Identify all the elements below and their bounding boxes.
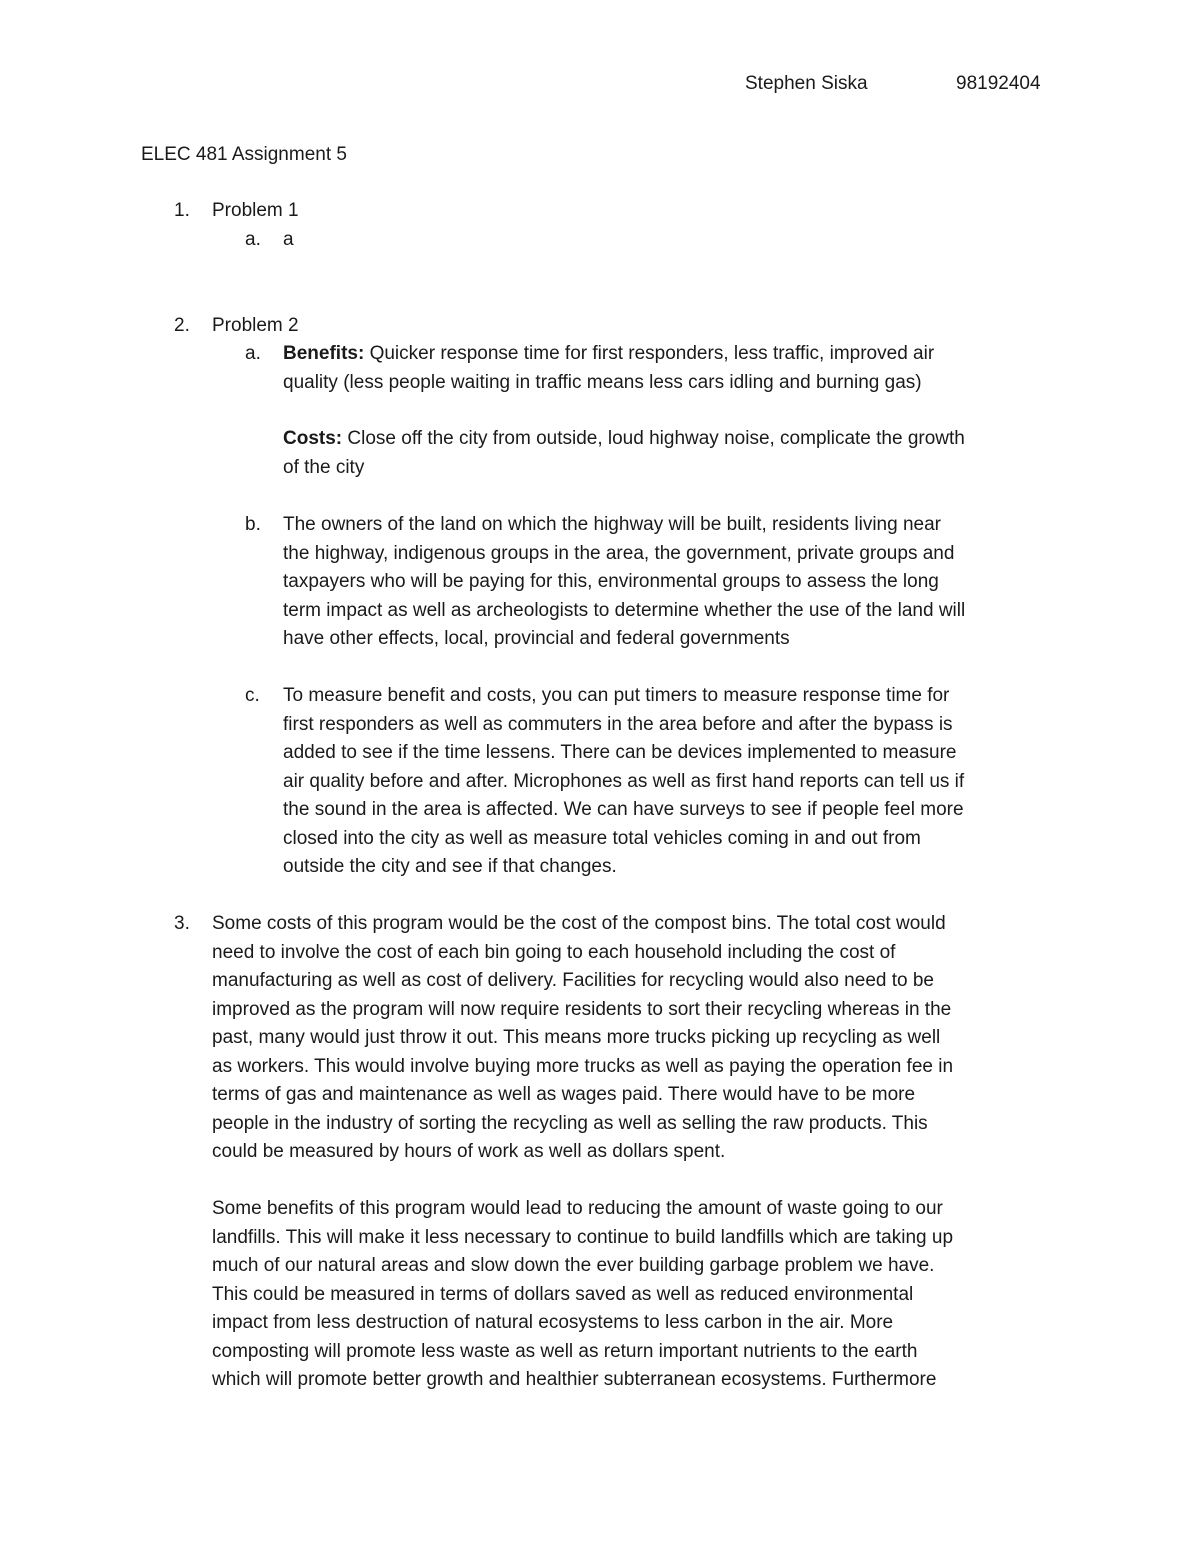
problem-2c-text	[283, 682, 1073, 882]
problem-2b-text	[283, 511, 1073, 654]
paragraph-line: taxpayers who will be paying for this, environmental groups to assess the long	[283, 571, 939, 592]
paragraph-line: first responders as well as commuters in the area before and after the bypass is	[283, 713, 953, 735]
paragraph-line: Some benefits of this program would lead to reducing the amount of waste going to our	[212, 1198, 943, 1219]
problem-3-benefits-paragraph	[212, 1195, 1072, 1395]
paragraph-line: added to see if the time lessens. There can be devices implemented to measure	[283, 742, 957, 763]
paragraph-line: Some costs of this program would be the cost of the compost bins. The total cost would	[212, 913, 946, 934]
paragraph-line: closed into the city as well as measure total vehicles coming in and out from	[283, 827, 921, 849]
problem-2a-marker: a.	[245, 343, 261, 364]
problem-1-number: 1.	[174, 200, 190, 221]
problem-2a-benefits	[283, 340, 1073, 397]
paragraph-line: impact from less destruction of natural ecosystems to less carbon in the air. More	[212, 1312, 894, 1333]
paragraph-line: To measure benefit and costs, you can put timers to measure response time for	[283, 685, 950, 706]
document-title: ELEC 481 Assignment 5	[141, 144, 347, 165]
paragraph-line: The owners of the land on which the highway will be built, residents living near	[283, 514, 941, 535]
problem-3-costs-paragraph	[212, 910, 1072, 1167]
problem-2-label: Problem 2	[212, 315, 299, 336]
paragraph-line: composting will promote less waste as well as return important nutrients to the earth	[212, 1340, 918, 1362]
paragraph-line: landfills. This will make it less necessary to continue to build landfills which are taking up	[212, 1226, 954, 1248]
paragraph-line: the highway, indigenous groups in the area, the government, private groups and	[283, 542, 955, 564]
costs-line: Costs: Close off the city from outside, loud highway noise, complicate the growth	[283, 428, 965, 449]
problem-1a-marker: a.	[245, 229, 261, 250]
paragraph-line: the sound in the area is affected. We can have surveys to see if people feel more	[283, 799, 964, 820]
paragraph-line: need to involve the cost of each bin going to each household including the cost of	[212, 941, 896, 963]
paragraph-line: much of our natural areas and slow down the ever building garbage problem we have.	[212, 1255, 935, 1276]
paragraph-line: could be measured by hours of work as well as dollars spent.	[212, 1141, 726, 1162]
student-id: 98192404	[956, 73, 1041, 94]
paragraph-line: term impact as well as archeologists to determine whether the use of the land will	[283, 599, 966, 621]
benefits-label: Benefits:	[283, 343, 365, 364]
costs-line: of the city	[283, 456, 365, 478]
benefits-line: quality (less people waiting in traffic means less cars idling and burning gas)	[283, 371, 922, 393]
paragraph-line: outside the city and see if that changes.	[283, 856, 617, 877]
paragraph-line: which will promote better growth and healthier subterranean ecosystems. Furthermore	[212, 1369, 937, 1390]
paragraph-line: as workers. This would involve buying more trucks as well as paying the operation fee in	[212, 1055, 954, 1077]
paragraph-line: past, many would just throw it out. This means more trucks picking up recycling as well	[212, 1027, 941, 1048]
paragraph-line: people in the industry of sorting the recycling as well as selling the raw products. This	[212, 1112, 928, 1134]
problem-2a-costs	[283, 425, 1073, 482]
problem-2-number: 2.	[174, 315, 190, 336]
paragraph-line: This could be measured in terms of dollars saved as well as reduced environmental	[212, 1283, 914, 1305]
problem-3-number: 3.	[174, 913, 190, 934]
paragraph-line: terms of gas and maintenance as well as wages paid. There would have to be more	[212, 1084, 916, 1105]
paragraph-line: have other effects, local, provincial and federal governments	[283, 628, 790, 649]
problem-2b-marker: b.	[245, 514, 261, 535]
costs-label: Costs:	[283, 428, 343, 449]
paragraph-line: improved as the program will now require residents to sort their recycling whereas in the	[212, 998, 952, 1020]
problem-1-label: Problem 1	[212, 200, 299, 221]
benefits-line: Benefits: Quicker response time for first responders, less traffic, improved air	[283, 343, 935, 364]
problem-2c-marker: c.	[245, 685, 260, 706]
problem-1a-text: a	[283, 229, 294, 250]
paragraph-line: air quality before and after. Microphones as well as first hand reports can tell us if	[283, 770, 965, 792]
author-name: Stephen Siska	[745, 73, 868, 94]
paragraph-line: manufacturing as well as cost of delivery. Facilities for recycling would also need to be	[212, 970, 934, 991]
